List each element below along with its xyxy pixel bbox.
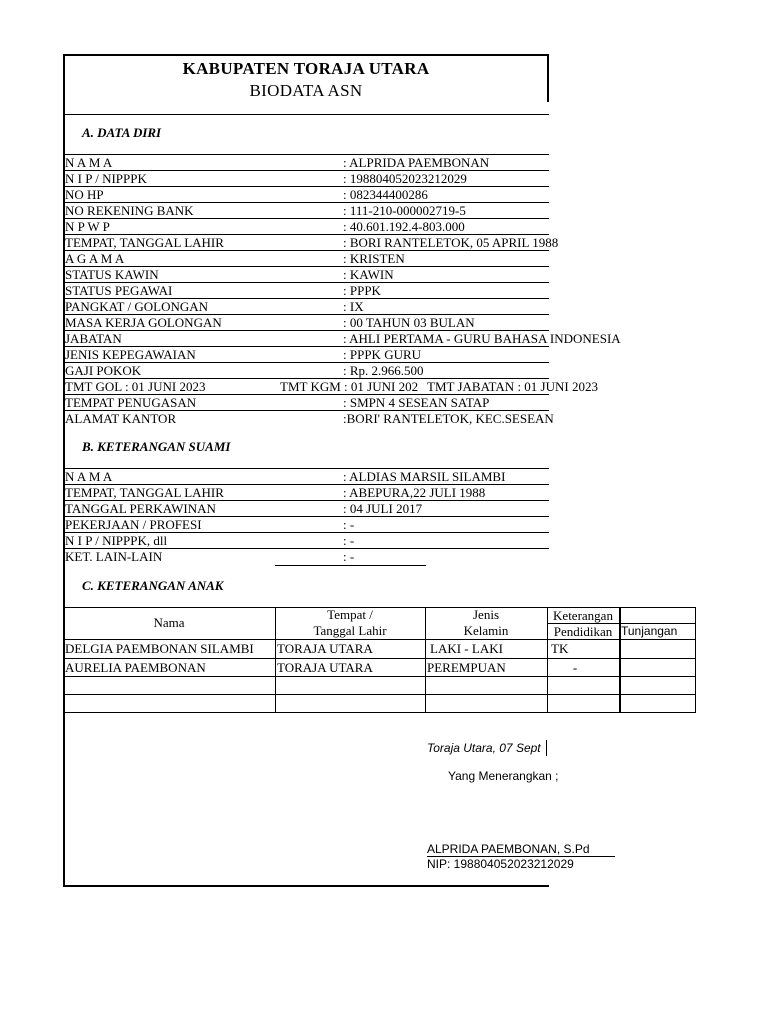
header-jenis-2: Kelamin — [463, 623, 509, 638]
signature-place-date: Toraja Utara, 07 Sept — [427, 741, 541, 755]
label-jenis-kepegawaian: JENIS KEPEGAWAIAN — [65, 347, 196, 362]
child-2-tempat: TORAJA UTARA — [277, 660, 373, 675]
header-divider — [63, 114, 549, 115]
value-nama: : ALPRIDA PAEMBONAN — [343, 155, 490, 170]
value-pekerjaan: : - — [343, 517, 355, 532]
value-ttl: : BORI RANTELETOK, 05 APRIL 1988 — [343, 235, 559, 250]
value-no-hp: : 082344400286 — [343, 187, 428, 202]
table-col-rule — [619, 607, 621, 713]
table-rule — [63, 676, 696, 677]
header-pendidikan: Pendidikan — [553, 624, 613, 639]
text-cursor — [546, 740, 547, 756]
label-ttl: TEMPAT, TANGGAL LAHIR — [65, 235, 224, 250]
table-rule — [63, 694, 696, 695]
child-1-tempat: TORAJA UTARA — [277, 641, 373, 656]
section-a-heading: A. DATA DIRI — [82, 125, 162, 140]
label-tanggal-perkawinan: TANGGAL PERKAWINAN — [65, 501, 216, 516]
header-keterangan: Keterangan — [553, 608, 613, 623]
child-1-jenis: LAKI - LAKI — [430, 641, 503, 656]
value-tanggal-perkawinan: : 04 JULI 2017 — [343, 501, 423, 516]
value-jenis-kepegawaian: : PPPK GURU — [343, 347, 422, 362]
value-jabatan: : AHLI PERTAMA - GURU BAHASA INDONESIA — [343, 331, 621, 346]
value-suami-nip: : - — [343, 533, 355, 548]
value-agama: : KRISTEN — [343, 251, 405, 266]
label-gaji-pokok: GAJI POKOK — [65, 363, 142, 378]
label-suami-nama: N A M A — [65, 469, 113, 484]
document-title: KABUPATEN TORAJA UTARA — [182, 59, 430, 78]
label-status-pegawai: STATUS PEGAWAI — [65, 283, 173, 298]
value-tempat-penugasan: : SMPN 4 SESEAN SATAP — [343, 395, 490, 410]
frame-bottom-border — [63, 885, 549, 887]
value-masa-kerja: : 00 TAHUN 03 BULAN — [343, 315, 475, 330]
table-rule — [63, 658, 696, 659]
child-1-pendidikan: TK — [551, 641, 569, 656]
value-rekening: : 111-210-000002719-5 — [343, 203, 466, 218]
value-alamat-kantor: :BORI' RANTELETOK, KEC.SESEAN — [343, 411, 554, 426]
value-npwp: : 40.601.192.4-803.000 — [343, 219, 465, 234]
tmt-jabatan: TMT JABATAN : 01 JUNI 2023 — [427, 379, 598, 394]
label-agama: A G A M A — [65, 251, 125, 266]
row-rule — [63, 186, 549, 187]
header-nama: Nama — [153, 615, 185, 630]
tmt-gol: TMT GOL : 01 JUNI 2023 — [65, 379, 206, 394]
value-ket-lain: : - — [343, 549, 355, 564]
row-rule — [63, 250, 549, 251]
child-2-pendidikan: - — [572, 660, 578, 675]
signature-name: ALPRIDA PAEMBONAN, S.Pd — [427, 842, 590, 856]
section-c-heading: C. KETERANGAN ANAK — [82, 578, 224, 593]
label-nama: N A M A — [65, 155, 113, 170]
signature-nip: NIP: 198804052023212029 — [427, 857, 574, 871]
child-2-jenis: PEREMPUAN — [427, 660, 506, 675]
document-subtitle: BIODATA ASN — [249, 81, 363, 100]
label-no-hp: NO HP — [65, 187, 104, 202]
row-rule — [63, 218, 549, 219]
label-jabatan: JABATAN — [65, 331, 122, 346]
value-nip: : 198804052023212029 — [343, 171, 467, 186]
label-rekening: NO REKENING BANK — [65, 203, 194, 218]
tmt-kgm: TMT KGM : 01 JUNI 202 — [280, 379, 419, 394]
label-alamat-kantor: ALAMAT KANTOR — [65, 411, 177, 426]
table-col-rule — [695, 607, 696, 713]
value-gaji-pokok: : Rp. 2.966.500 — [343, 363, 424, 378]
header-jenis-1: Jenis — [473, 607, 499, 622]
label-status-kawin: STATUS KAWIN — [65, 267, 159, 282]
row-rule — [275, 565, 426, 566]
label-nip: N I P / NIPPPK — [65, 171, 147, 186]
section-b-heading: B. KETERANGAN SUAMI — [82, 439, 231, 454]
label-tempat-penugasan: TEMPAT PENUGASAN — [65, 395, 197, 410]
header-tunjangan: Tunjangan — [621, 624, 678, 638]
header-tempat-2: Tanggal Lahir — [313, 623, 387, 638]
value-pangkat: : IX — [343, 299, 364, 314]
header-tempat-1: Tempat / — [327, 607, 373, 622]
value-status-pegawai: : PPPK — [343, 283, 381, 298]
label-pekerjaan: PEKERJAAN / PROFESI — [65, 517, 202, 532]
table-rule — [63, 712, 696, 713]
child-1-nama: DELGIA PAEMBONAN SILAMBI — [65, 641, 254, 656]
value-status-kawin: : KAWIN — [343, 267, 394, 282]
value-suami-ttl: : ABEPURA,22 JULI 1988 — [343, 485, 486, 500]
label-ket-lain: KET. LAIN-LAIN — [65, 549, 163, 564]
child-2-nama: AURELIA PAEMBONAN — [65, 660, 206, 675]
signature-statement: Yang Menerangkan ; — [448, 769, 559, 783]
label-masa-kerja: MASA KERJA GOLONGAN — [65, 315, 222, 330]
frame-top-border — [63, 54, 549, 56]
label-suami-ttl: TEMPAT, TANGGAL LAHIR — [65, 485, 224, 500]
label-pangkat: PANGKAT / GOLONGAN — [65, 299, 209, 314]
label-suami-nip: N I P / NIPPPK, dll — [65, 533, 168, 548]
label-npwp: N P W P — [65, 219, 110, 234]
value-suami-nama: : ALDIAS MARSIL SILAMBI — [343, 469, 506, 484]
